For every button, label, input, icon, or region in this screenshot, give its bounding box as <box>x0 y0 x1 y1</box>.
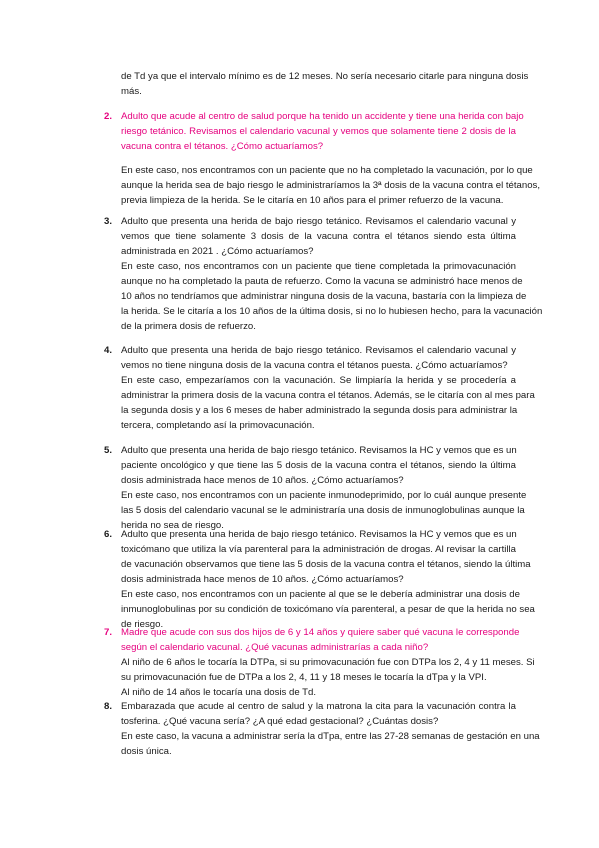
question-line: de vacunación observamos que tiene las 5 dosis de la vacuna contra el tétanos, siendo la última <box>121 559 531 570</box>
intro-line: de Td ya que el intervalo mínimo es de 12 meses. No sería necesario citarle para ninguna dosis <box>121 71 529 82</box>
question-line: Adulto que presenta una herida de bajo riesgo tetánico. Revisamos el calendario vacunal y <box>121 216 516 227</box>
question-line: administrada en 2021 . ¿Cómo actuaríamos? <box>121 246 314 257</box>
answer-line: Al niño de 6 años le tocaría la DTPa, si su primovacunación fue con DTPa los 2, 4 y 11 meses. Si <box>121 657 535 668</box>
question-line: Adulto que presenta una herida de bajo riesgo tetánico. Revisamos el calendario vacunal y <box>121 345 516 356</box>
question-line: tosferina. ¿Qué vacuna sería? ¿A qué edad gestacional? ¿Cuántas dosis? <box>121 716 439 727</box>
answer-line: su primovacunación fue de DTPa a los 2, 4, 11 y 18 meses le tocaría la dTpa y la VPI. <box>121 672 487 683</box>
question-line: según el calendario vacunal. ¿Qué vacunas administrarías a cada niño? <box>121 642 429 653</box>
item-number: 2. <box>104 111 113 122</box>
answer-line: Al niño de 14 años le tocaría una dosis de Td. <box>121 687 317 698</box>
answer-line: previa limpieza de la herida. Se le citaría en 10 años para el primer refuerzo de la vacuna. <box>121 195 504 206</box>
question-line: Embarazada que acude al centro de salud y la matrona la cita para la vacunación contra la <box>121 701 516 712</box>
question-line: dosis administrada hace menos de 10 años. ¿Cómo actuaríamos? <box>121 475 404 486</box>
answer-line: de riesgo. <box>121 619 164 630</box>
answer-line: la segunda dosis y a los 6 meses de haber administrado la segunda dosis para administrar la <box>121 405 518 416</box>
question-line: Adulto que presenta una herida de bajo riesgo tetánico. Revisamos la HC y vemos que es un <box>121 529 517 540</box>
answer-line: aunque no ha completado la pauta de refuerzo. Como la vacuna se administró hace menos de <box>121 276 523 287</box>
answer-line: inmunoglobulinas por su condición de toxicómano vía parenteral, a pesar de que la herida no sea <box>121 604 535 615</box>
answer-line: aunque la herida sea de bajo riesgo le administraríamos la 3ª dosis de la vacuna contra el tétanos, <box>121 180 541 191</box>
answer-line: En este caso, nos encontramos con un paciente que no ha completado la vacunación, por lo que <box>121 165 533 176</box>
answer-line: tercera, completando así la primovacunación. <box>121 420 315 431</box>
item-number: 3. <box>104 216 113 227</box>
answer-line: En este caso, nos encontramos con un paciente inmunodeprimido, por lo cuál aunque presente <box>121 490 527 501</box>
question-line: Adulto que presenta una herida de bajo riesgo tetánico. Revisamos la HC y vemos que es un <box>121 445 517 456</box>
item-number: 8. <box>104 701 113 712</box>
answer-line: En este caso, nos encontramos con un paciente al que se le debería administrar una dosis de <box>121 589 520 600</box>
question-line: vemos que tiene solamente 3 dosis de la vacuna contra el tétanos siendo esta última <box>121 231 516 242</box>
item-number: 6. <box>104 529 113 540</box>
question-line: Madre que acude con sus dos hijos de 6 y 14 años y quiere saber qué vacuna le corresponde <box>121 627 520 638</box>
item-number: 5. <box>104 445 113 456</box>
item-number: 4. <box>104 345 113 356</box>
answer-line: herida no sea de riesgo. <box>121 520 224 531</box>
answer-line: En este caso, nos encontramos con un paciente que tiene completada la primovacunación <box>121 261 516 272</box>
answer-line: 10 años no tendríamos que administrar ninguna dosis de la vacuna, bastaría con la limpieza de <box>121 291 527 302</box>
question-line: paciente oncológico y que tiene las 5 dosis de la vacuna contra el tétanos, siendo la última <box>121 460 516 471</box>
question-line: dosis administrada hace menos de 10 años. ¿Cómo actuaríamos? <box>121 574 404 585</box>
answer-line: la herida. Se le citaría a los 10 años de la última dosis, si no lo hubiesen hecho, para la vacunación <box>121 306 543 317</box>
question-line: vacuna contra el tétanos. ¿Cómo actuaríamos? <box>121 141 324 152</box>
question-line: vemos no tiene ninguna dosis de la vacuna contra el tétanos puesta. ¿Cómo actuaríamos? <box>121 360 508 371</box>
answer-line: las 5 dosis del calendario vacunal se le administraría una dosis de inmunoglobulinas aunque la <box>121 505 525 516</box>
answer-line: de la primera dosis de refuerzo. <box>121 321 256 332</box>
answer-line: En este caso, la vacuna a administrar sería la dTpa, entre las 27-28 semanas de gestación en una <box>121 731 540 742</box>
answer-line: En este caso, empezaríamos con la vacunación. Se limpiaría la herida y se procedería a <box>121 375 516 386</box>
intro-line: más. <box>121 86 142 97</box>
item-number: 7. <box>104 627 113 638</box>
answer-line: dosis única. <box>121 746 172 757</box>
question-line: Adulto que acude al centro de salud porque ha tenido un accidente y tiene una herida con bajo <box>121 111 524 122</box>
answer-line: administrar la primera dosis de la vacuna contra el tétanos. Además, se le citaría con al mes para <box>121 390 535 401</box>
question-line: toxicómano que utiliza la vía parenteral para la administración de drogas. Al revisar la cartilla <box>121 544 516 555</box>
question-line: riesgo tetánico. Revisamos el calendario vacunal y vemos que solamente tiene 2 dosis de la <box>121 126 516 137</box>
